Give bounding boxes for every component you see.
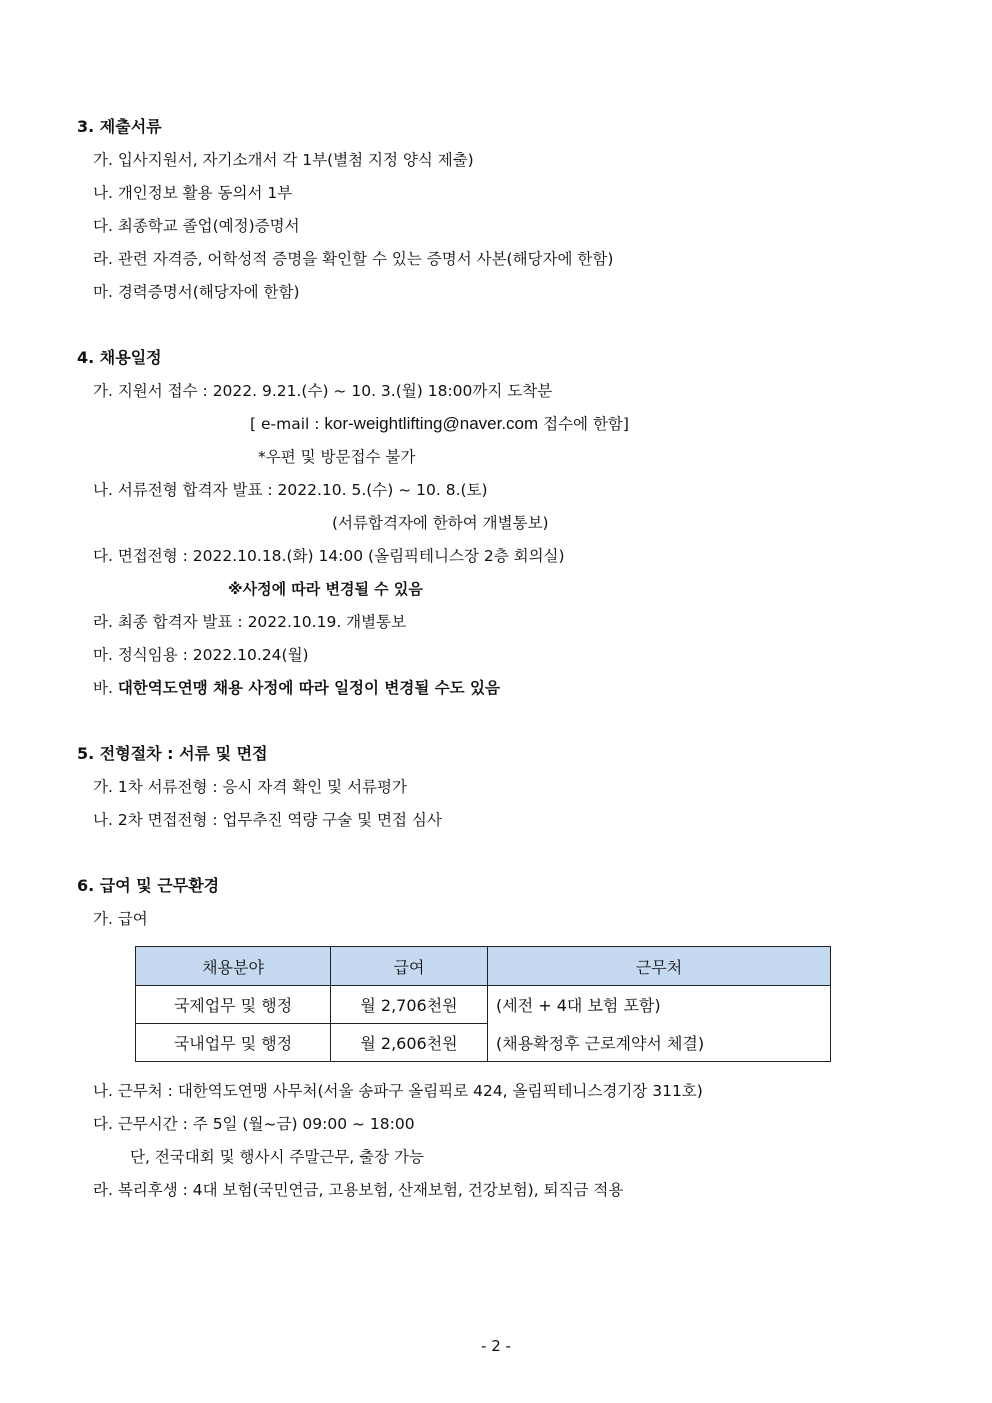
schedule-application: 가. 지원서 접수 : 2022. 9.21.(수) ~ 10. 3.(월) 18:00까지 도착분	[93, 382, 553, 400]
page-number: - 2 -	[481, 1337, 511, 1355]
schedule-appointment: 마. 정식임용 : 2022.10.24(월)	[93, 646, 309, 664]
schedule-document-result: 나. 서류전형 합격자 발표 : 2022.10. 5.(수) ~ 10. 8.(토)	[93, 481, 488, 499]
selection-step-2: 나. 2차 면접전형 : 업무추진 역량 구술 및 면접 심사	[93, 811, 442, 829]
section-3-item-a: 가. 입사지원서, 자기소개서 각 1부(별첨 지정 양식 제출)	[93, 151, 474, 169]
work-hours-line: 다. 근무시간 : 주 5일 (월~금) 09:00 ~ 18:00	[93, 1115, 415, 1133]
salary-table	[135, 946, 831, 1062]
table-row	[136, 1024, 831, 1062]
section-6-title: 6. 급여 및 근무환경	[77, 876, 220, 895]
section-4-title: 4. 채용일정	[77, 348, 162, 367]
section-3-title: 3. 제출서류	[77, 117, 162, 136]
table-cell-field: 국내업무 및 행정	[136, 1024, 331, 1062]
table-header-workplace: 근무처	[488, 947, 831, 986]
section-3-item-e: 마. 경력증명서(해당자에 한함)	[93, 283, 300, 301]
schedule-final-result: 라. 최종 합격자 발표 : 2022.10.19. 개별통보	[93, 613, 407, 631]
table-cell-salary: 월 2,706천원	[331, 986, 488, 1024]
benefits-line: 라. 복리후생 : 4대 보험(국민연금, 고용보험, 산재보험, 건강보험), 퇴직금 적용	[93, 1181, 624, 1199]
email-prefix: [ e-mail :	[250, 415, 325, 433]
table-cell-note: (세전 + 4대 보험 포함)	[488, 986, 831, 1024]
table-header-salary: 급여	[331, 947, 488, 986]
table-cell-salary: 월 2,606천원	[331, 1024, 488, 1062]
table-row	[136, 986, 831, 1024]
schedule-document-note: (서류합격자에 한하여 개별통보)	[332, 514, 549, 532]
table-cell-field: 국제업무 및 행정	[136, 986, 331, 1024]
schedule-change-notice	[93, 678, 500, 698]
section-3-item-d: 라. 관련 자격증, 어학성적 증명을 확인할 수 있는 증명서 사본(해당자에 한함)	[93, 250, 614, 268]
section-3-item-c: 다. 최종학교 졸업(예정)증명서	[93, 217, 300, 235]
work-hours-note: 단, 전국대회 및 행사시 주말근무, 출장 가능	[130, 1148, 424, 1166]
email-address: kor-weightlifting@naver.com	[324, 414, 539, 433]
workplace-line: 나. 근무처 : 대한역도연맹 사무처(서울 송파구 올림픽로 424, 올림픽테니스경기장 311호)	[93, 1082, 703, 1100]
table-cell-note: (채용확정후 근로계약서 체결)	[488, 1024, 831, 1062]
section-3-item-b: 나. 개인정보 활용 동의서 1부	[93, 184, 293, 202]
selection-step-1: 가. 1차 서류전형 : 응시 자격 확인 및 서류평가	[93, 778, 407, 796]
email-suffix: 접수에 한함]	[538, 415, 629, 433]
schedule-email-line	[250, 414, 629, 434]
salary-label: 가. 급여	[93, 910, 148, 928]
schedule-mail-note: *우편 및 방문접수 불가	[258, 448, 416, 466]
schedule-interview: 다. 면접전형 : 2022.10.18.(화) 14:00 (올림픽테니스장 2층 회의실)	[93, 547, 565, 565]
change-notice-text: 대한역도연맹 채용 사정에 따라 일정이 변경될 수도 있음	[117, 679, 500, 697]
schedule-interview-note: ※사정에 따라 변경될 수 있음	[228, 580, 423, 598]
table-header-row	[136, 947, 831, 986]
table-header-field: 채용분야	[136, 947, 331, 986]
section-5-title: 5. 전형절차 : 서류 및 면접	[77, 744, 268, 763]
change-notice-prefix: 바.	[93, 679, 118, 697]
